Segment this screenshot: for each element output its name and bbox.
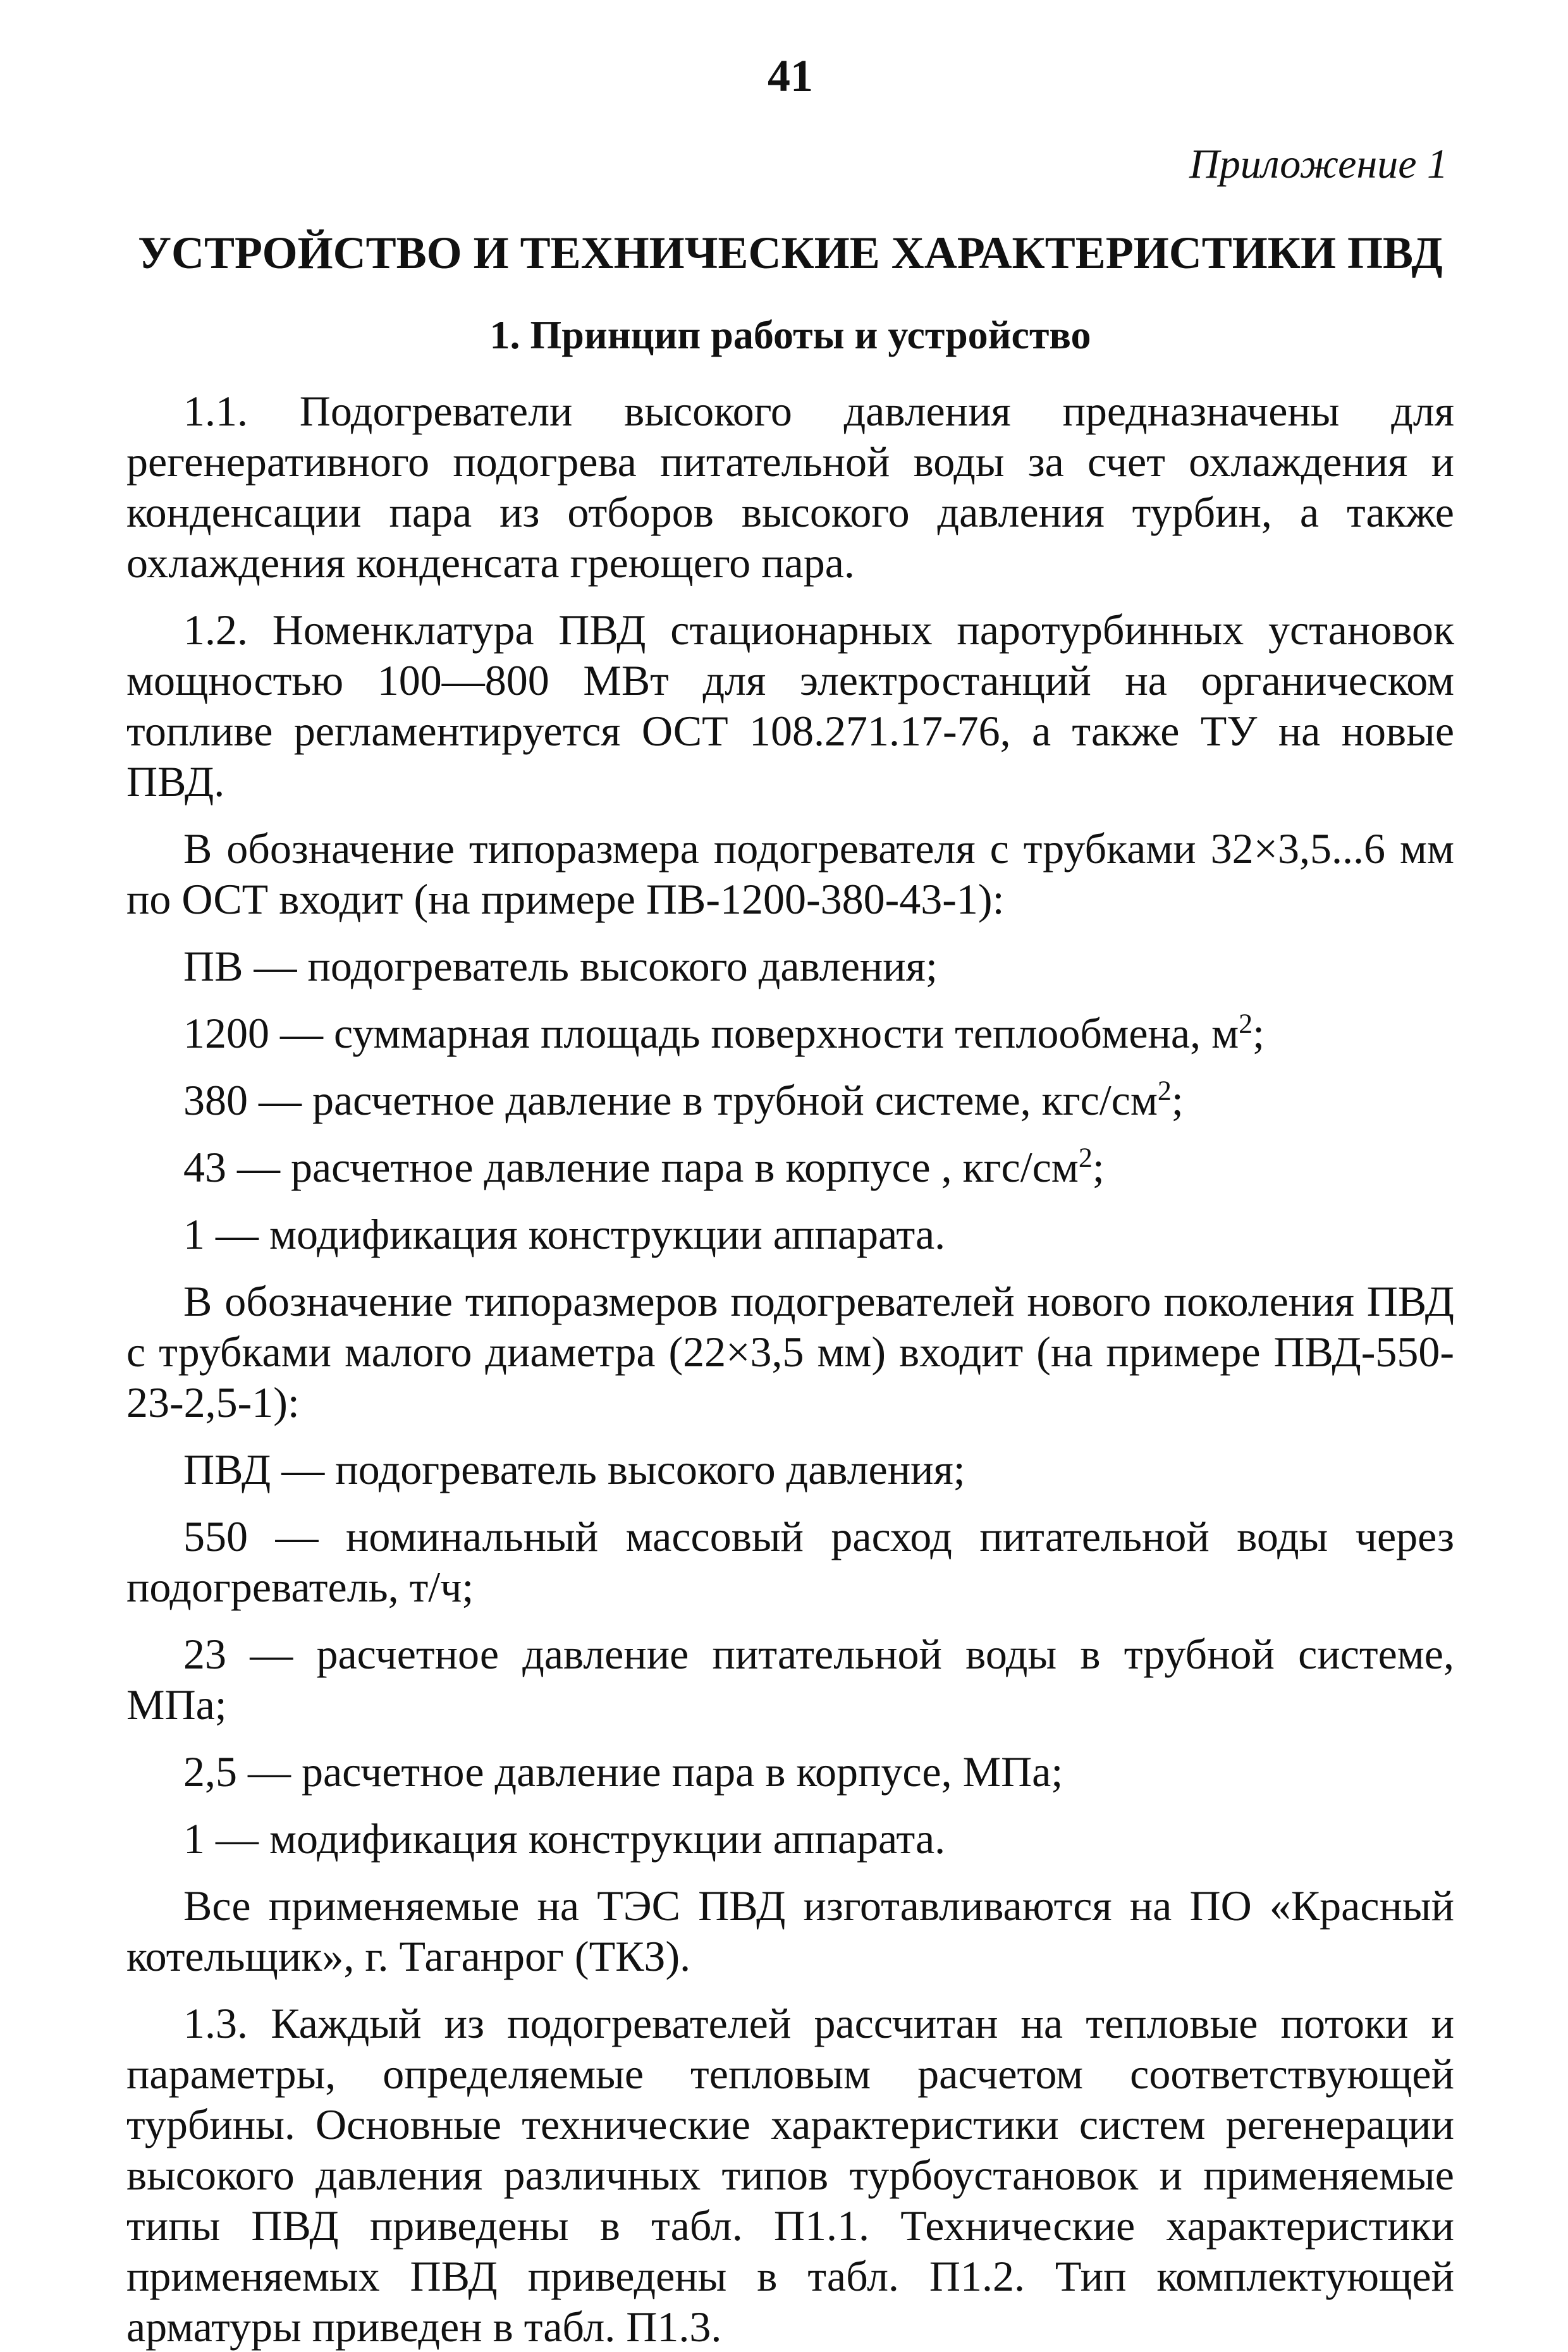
definition-new-modification: 1 — модификация конструкции аппарата. bbox=[183, 1815, 946, 1863]
definition-end: ; bbox=[1092, 1143, 1105, 1191]
paragraph-manufacturer: Все применяемые на ТЭС ПВД изготавливаются на ПО «Красный котельщик», г. Таганрог (ТКЗ). bbox=[126, 1882, 1454, 1980]
document-title: УСТРОЙСТВО И ТЕХНИЧЕСКИЕ ХАРАКТЕРИСТИКИ ПВД bbox=[138, 228, 1443, 278]
paragraph-new-intro: В обозначение типоразмеров подогревателей нового поколения ПВД с трубками малого диаметра (22×3,5 мм) входит (на примере ПВД-550-23-2,5-1): bbox=[126, 1277, 1454, 1426]
paragraph-ost-intro: В обозначение типоразмера подогревателя с трубками 32×3,5...6 мм по ОСТ входит (на примере ПВ-1200-380-43-1): bbox=[126, 824, 1454, 923]
section-heading: 1. Принцип работы и устройство bbox=[489, 312, 1091, 357]
definition-shell-pressure-text: 43 — расчетное давление пара в корпусе , кгс/см bbox=[183, 1143, 1079, 1191]
superscript: 2 bbox=[1078, 1142, 1093, 1173]
page-number: 41 bbox=[768, 51, 813, 101]
definition-steam-pressure: 2,5 — расчетное давление пара в корпусе, МПа; bbox=[183, 1748, 1063, 1796]
definition-end: ; bbox=[1253, 1009, 1265, 1057]
document-page bbox=[126, 38, 1454, 2351]
definition-tube-pressure bbox=[126, 1075, 1454, 1125]
paragraph-1-2: 1.2. Номенклатура ПВД стационарных паротурбинных установок мощностью 100—800 МВт для электростанций на органическом топливе регламентируется ОСТ 108.271.17-76, а также ТУ на новые ПВД. bbox=[126, 606, 1454, 805]
definition-water-pressure: 23 — расчетное давление питательной воды в трубной системе, МПа; bbox=[126, 1630, 1454, 1729]
definition-area-text: 1200 — суммарная площадь поверхности теплообмена, м bbox=[183, 1009, 1239, 1057]
appendix-label: Приложение 1 bbox=[1189, 141, 1448, 187]
definition-flow: 550 — номинальный массовый расход питательной воды через подогреватель, т/ч; bbox=[126, 1512, 1454, 1611]
definition-pvd: ПВД — подогреватель высокого давления; bbox=[183, 1445, 965, 1493]
definition-shell-pressure bbox=[126, 1142, 1454, 1192]
superscript: 2 bbox=[1157, 1075, 1172, 1106]
paragraph-1-3: 1.3. Каждый из подогревателей рассчитан на тепловые потоки и параметры, определяемые тепловым расчетом соответствующей турбины. Основные технические характеристики систем регенерации высокого давления различных типов турбоустановок и применяемые типы ПВД приведены в табл. П1.1. Технические характеристики применяемых ПВД приведены в табл. П1.2. Тип комплектующей арматуры приведен в табл. П1.3. bbox=[126, 1999, 1454, 2351]
definition-modification: 1 — модификация конструкции аппарата. bbox=[183, 1210, 946, 1258]
definition-pv: ПВ — подогреватель высокого давления; bbox=[183, 942, 938, 990]
definition-area bbox=[126, 1008, 1454, 1058]
definition-end: ; bbox=[1171, 1076, 1184, 1124]
definition-tube-pressure-text: 380 — расчетное давление в трубной системе, кгс/см bbox=[183, 1076, 1158, 1124]
paragraph-1-1: 1.1. Подогреватели высокого давления предназначены для регенеративного подогрева питательной воды за счет охлаждения и конденсации пара из отборов высокого давления турбин, а также охлаждения конденсата греющего пара. bbox=[126, 387, 1454, 587]
superscript: 2 bbox=[1239, 1008, 1253, 1039]
